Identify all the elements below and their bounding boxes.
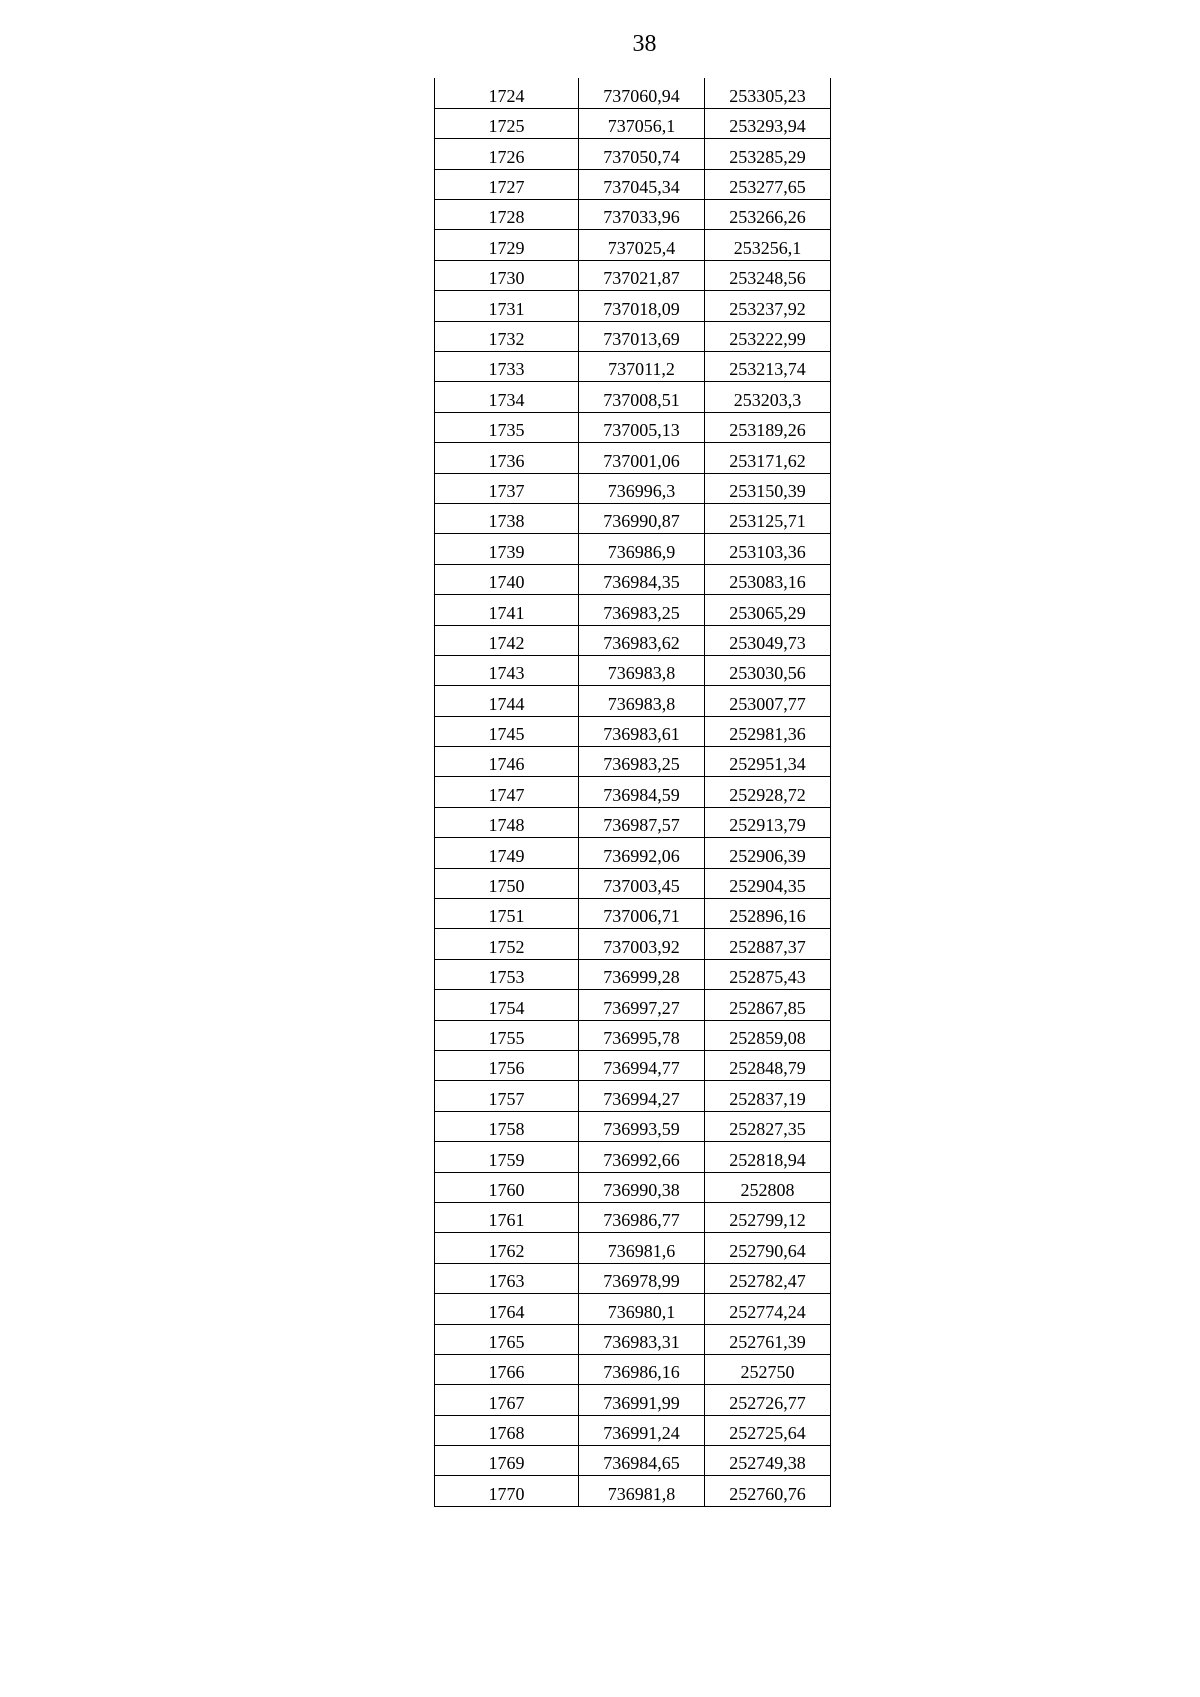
table-row xyxy=(435,78,831,108)
x-coordinate-cell: 736995,78 xyxy=(579,1020,705,1050)
y-coordinate-cell: 252749,38 xyxy=(705,1446,831,1476)
x-coordinate-cell: 736983,31 xyxy=(579,1324,705,1354)
table-row xyxy=(435,655,831,685)
y-coordinate-cell: 253007,77 xyxy=(705,686,831,716)
y-coordinate-cell: 252760,76 xyxy=(705,1476,831,1506)
point-number-cell: 1733 xyxy=(435,352,579,382)
point-number-cell: 1768 xyxy=(435,1415,579,1445)
x-coordinate-cell: 737003,92 xyxy=(579,929,705,959)
x-coordinate-cell: 737045,34 xyxy=(579,169,705,199)
point-number-cell: 1728 xyxy=(435,200,579,230)
x-coordinate-cell: 736991,99 xyxy=(579,1385,705,1415)
x-coordinate-cell: 737005,13 xyxy=(579,412,705,442)
y-coordinate-cell: 253171,62 xyxy=(705,443,831,473)
y-coordinate-cell: 252818,94 xyxy=(705,1142,831,1172)
x-coordinate-cell: 736992,06 xyxy=(579,838,705,868)
x-coordinate-cell: 736999,28 xyxy=(579,959,705,989)
point-number-cell: 1749 xyxy=(435,838,579,868)
y-coordinate-cell: 252782,47 xyxy=(705,1263,831,1293)
table-row xyxy=(435,838,831,868)
point-number-cell: 1747 xyxy=(435,777,579,807)
table-row xyxy=(435,534,831,564)
x-coordinate-cell: 736983,25 xyxy=(579,747,705,777)
x-coordinate-cell: 736983,61 xyxy=(579,716,705,746)
x-coordinate-cell: 736978,99 xyxy=(579,1263,705,1293)
point-number-cell: 1769 xyxy=(435,1446,579,1476)
point-number-cell: 1725 xyxy=(435,108,579,138)
table-row xyxy=(435,929,831,959)
y-coordinate-cell: 253266,26 xyxy=(705,200,831,230)
point-number-cell: 1754 xyxy=(435,990,579,1020)
table-row xyxy=(435,625,831,655)
x-coordinate-cell: 736987,57 xyxy=(579,807,705,837)
y-coordinate-cell: 253030,56 xyxy=(705,655,831,685)
point-number-cell: 1724 xyxy=(435,78,579,108)
point-number-cell: 1758 xyxy=(435,1111,579,1141)
x-coordinate-cell: 736984,65 xyxy=(579,1446,705,1476)
y-coordinate-cell: 252827,35 xyxy=(705,1111,831,1141)
table-row xyxy=(435,503,831,533)
point-number-cell: 1743 xyxy=(435,655,579,685)
y-coordinate-cell: 252837,19 xyxy=(705,1081,831,1111)
y-coordinate-cell: 252750 xyxy=(705,1354,831,1384)
table-row xyxy=(435,777,831,807)
y-coordinate-cell: 252790,64 xyxy=(705,1233,831,1263)
point-number-cell: 1751 xyxy=(435,899,579,929)
point-number-cell: 1755 xyxy=(435,1020,579,1050)
y-coordinate-cell: 252951,34 xyxy=(705,747,831,777)
table-row xyxy=(435,1202,831,1232)
point-number-cell: 1734 xyxy=(435,382,579,412)
y-coordinate-cell: 252859,08 xyxy=(705,1020,831,1050)
y-coordinate-cell: 253237,92 xyxy=(705,291,831,321)
y-coordinate-cell: 252913,79 xyxy=(705,807,831,837)
y-coordinate-cell: 252887,37 xyxy=(705,929,831,959)
point-number-cell: 1750 xyxy=(435,868,579,898)
y-coordinate-cell: 253203,3 xyxy=(705,382,831,412)
x-coordinate-cell: 736994,77 xyxy=(579,1051,705,1081)
table-row xyxy=(435,1020,831,1050)
y-coordinate-cell: 252875,43 xyxy=(705,959,831,989)
x-coordinate-cell: 736983,25 xyxy=(579,595,705,625)
point-number-cell: 1760 xyxy=(435,1172,579,1202)
table-row xyxy=(435,169,831,199)
table-row xyxy=(435,1294,831,1324)
x-coordinate-cell: 737008,51 xyxy=(579,382,705,412)
table-row xyxy=(435,200,831,230)
point-number-cell: 1738 xyxy=(435,503,579,533)
point-number-cell: 1730 xyxy=(435,260,579,290)
point-number-cell: 1748 xyxy=(435,807,579,837)
y-coordinate-cell: 253125,71 xyxy=(705,503,831,533)
table-row xyxy=(435,321,831,351)
y-coordinate-cell: 252906,39 xyxy=(705,838,831,868)
coordinates-table-body xyxy=(435,78,831,1506)
table-row xyxy=(435,1446,831,1476)
y-coordinate-cell: 252896,16 xyxy=(705,899,831,929)
page-number: 38 xyxy=(632,31,657,57)
point-number-cell: 1757 xyxy=(435,1081,579,1111)
x-coordinate-cell: 736994,27 xyxy=(579,1081,705,1111)
point-number-cell: 1726 xyxy=(435,139,579,169)
table-row xyxy=(435,595,831,625)
y-coordinate-cell: 252808 xyxy=(705,1172,831,1202)
y-coordinate-cell: 252726,77 xyxy=(705,1385,831,1415)
x-coordinate-cell: 737001,06 xyxy=(579,443,705,473)
x-coordinate-cell: 737013,69 xyxy=(579,321,705,351)
y-coordinate-cell: 253248,56 xyxy=(705,260,831,290)
y-coordinate-cell: 253103,36 xyxy=(705,534,831,564)
point-number-cell: 1770 xyxy=(435,1476,579,1506)
y-coordinate-cell: 253150,39 xyxy=(705,473,831,503)
y-coordinate-cell: 253277,65 xyxy=(705,169,831,199)
table-row xyxy=(435,716,831,746)
point-number-cell: 1737 xyxy=(435,473,579,503)
x-coordinate-cell: 736981,6 xyxy=(579,1233,705,1263)
point-number-cell: 1763 xyxy=(435,1263,579,1293)
point-number-cell: 1765 xyxy=(435,1324,579,1354)
x-coordinate-cell: 737033,96 xyxy=(579,200,705,230)
table-row xyxy=(435,443,831,473)
table-row xyxy=(435,1354,831,1384)
y-coordinate-cell: 253083,16 xyxy=(705,564,831,594)
table-row xyxy=(435,1233,831,1263)
x-coordinate-cell: 737003,45 xyxy=(579,868,705,898)
table-row xyxy=(435,747,831,777)
x-coordinate-cell: 736993,59 xyxy=(579,1111,705,1141)
y-coordinate-cell: 253293,94 xyxy=(705,108,831,138)
x-coordinate-cell: 736981,8 xyxy=(579,1476,705,1506)
y-coordinate-cell: 252761,39 xyxy=(705,1324,831,1354)
table-row xyxy=(435,1172,831,1202)
point-number-cell: 1766 xyxy=(435,1354,579,1384)
y-coordinate-cell: 252848,79 xyxy=(705,1051,831,1081)
table-row xyxy=(435,260,831,290)
x-coordinate-cell: 737006,71 xyxy=(579,899,705,929)
coordinates-table xyxy=(434,78,831,1507)
y-coordinate-cell: 253305,23 xyxy=(705,78,831,108)
point-number-cell: 1741 xyxy=(435,595,579,625)
y-coordinate-cell: 253222,99 xyxy=(705,321,831,351)
x-coordinate-cell: 737060,94 xyxy=(579,78,705,108)
x-coordinate-cell: 736986,9 xyxy=(579,534,705,564)
table-row xyxy=(435,1385,831,1415)
table-row xyxy=(435,1415,831,1445)
table-row xyxy=(435,230,831,260)
x-coordinate-cell: 737021,87 xyxy=(579,260,705,290)
table-row xyxy=(435,382,831,412)
y-coordinate-cell: 253285,29 xyxy=(705,139,831,169)
point-number-cell: 1742 xyxy=(435,625,579,655)
point-number-cell: 1759 xyxy=(435,1142,579,1172)
x-coordinate-cell: 736984,35 xyxy=(579,564,705,594)
point-number-cell: 1756 xyxy=(435,1051,579,1081)
point-number-cell: 1740 xyxy=(435,564,579,594)
point-number-cell: 1764 xyxy=(435,1294,579,1324)
y-coordinate-cell: 252981,36 xyxy=(705,716,831,746)
y-coordinate-cell: 252799,12 xyxy=(705,1202,831,1232)
x-coordinate-cell: 736983,8 xyxy=(579,655,705,685)
table-row xyxy=(435,807,831,837)
y-coordinate-cell: 252725,64 xyxy=(705,1415,831,1445)
y-coordinate-cell: 253213,74 xyxy=(705,352,831,382)
point-number-cell: 1762 xyxy=(435,1233,579,1263)
table-row xyxy=(435,1142,831,1172)
x-coordinate-cell: 736986,16 xyxy=(579,1354,705,1384)
point-number-cell: 1736 xyxy=(435,443,579,473)
point-number-cell: 1761 xyxy=(435,1202,579,1232)
table-row xyxy=(435,868,831,898)
y-coordinate-cell: 253049,73 xyxy=(705,625,831,655)
point-number-cell: 1729 xyxy=(435,230,579,260)
point-number-cell: 1744 xyxy=(435,686,579,716)
point-number-cell: 1767 xyxy=(435,1385,579,1415)
point-number-cell: 1753 xyxy=(435,959,579,989)
y-coordinate-cell: 253065,29 xyxy=(705,595,831,625)
y-coordinate-cell: 252928,72 xyxy=(705,777,831,807)
point-number-cell: 1746 xyxy=(435,747,579,777)
x-coordinate-cell: 737025,4 xyxy=(579,230,705,260)
point-number-cell: 1731 xyxy=(435,291,579,321)
x-coordinate-cell: 737050,74 xyxy=(579,139,705,169)
x-coordinate-cell: 737011,2 xyxy=(579,352,705,382)
table-row xyxy=(435,1111,831,1141)
point-number-cell: 1739 xyxy=(435,534,579,564)
x-coordinate-cell: 737056,1 xyxy=(579,108,705,138)
table-row xyxy=(435,1051,831,1081)
table-row xyxy=(435,412,831,442)
table-row xyxy=(435,959,831,989)
table-row xyxy=(435,564,831,594)
x-coordinate-cell: 736980,1 xyxy=(579,1294,705,1324)
x-coordinate-cell: 736983,8 xyxy=(579,686,705,716)
table-row xyxy=(435,108,831,138)
table-row xyxy=(435,899,831,929)
point-number-cell: 1732 xyxy=(435,321,579,351)
table-row xyxy=(435,686,831,716)
table-row xyxy=(435,1081,831,1111)
point-number-cell: 1752 xyxy=(435,929,579,959)
table-row xyxy=(435,291,831,321)
table-row xyxy=(435,139,831,169)
x-coordinate-cell: 736997,27 xyxy=(579,990,705,1020)
y-coordinate-cell: 252904,35 xyxy=(705,868,831,898)
point-number-cell: 1745 xyxy=(435,716,579,746)
x-coordinate-cell: 736992,66 xyxy=(579,1142,705,1172)
table-row xyxy=(435,990,831,1020)
y-coordinate-cell: 253189,26 xyxy=(705,412,831,442)
x-coordinate-cell: 736986,77 xyxy=(579,1202,705,1232)
y-coordinate-cell: 252867,85 xyxy=(705,990,831,1020)
x-coordinate-cell: 736984,59 xyxy=(579,777,705,807)
x-coordinate-cell: 736983,62 xyxy=(579,625,705,655)
x-coordinate-cell: 736990,87 xyxy=(579,503,705,533)
table-row xyxy=(435,1476,831,1506)
x-coordinate-cell: 736996,3 xyxy=(579,473,705,503)
table-row xyxy=(435,1324,831,1354)
x-coordinate-cell: 736991,24 xyxy=(579,1415,705,1445)
table-row xyxy=(435,352,831,382)
point-number-cell: 1727 xyxy=(435,169,579,199)
table-row xyxy=(435,473,831,503)
table-row xyxy=(435,1263,831,1293)
y-coordinate-cell: 252774,24 xyxy=(705,1294,831,1324)
x-coordinate-cell: 737018,09 xyxy=(579,291,705,321)
x-coordinate-cell: 736990,38 xyxy=(579,1172,705,1202)
point-number-cell: 1735 xyxy=(435,412,579,442)
y-coordinate-cell: 253256,1 xyxy=(705,230,831,260)
